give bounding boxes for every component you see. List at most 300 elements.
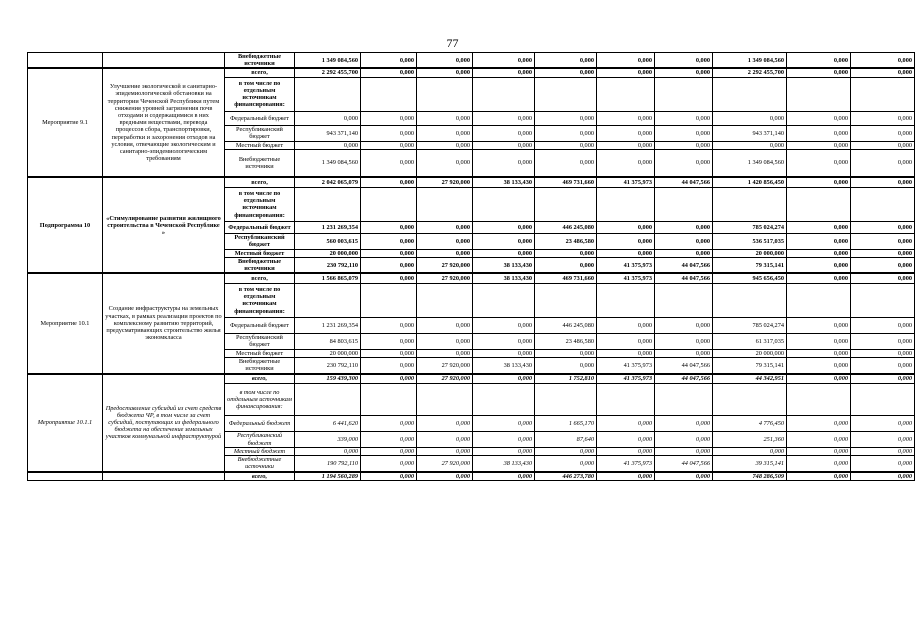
amount-cell <box>655 187 713 221</box>
amount-cell: 0,000 <box>655 111 713 125</box>
program-description: Предоставление субсидий из счет средств бюджета ЧР, в том числе за счет субсидий, поступающих из федерального бюджета на обеспечение земельных участков коммунальной инфраструктурой <box>103 374 225 472</box>
amount-cell: 0,000 <box>851 472 915 481</box>
amount-cell: 2 042 065,079 <box>295 177 361 187</box>
amount-cell: 0,000 <box>295 141 361 149</box>
amount-cell: 0,000 <box>851 149 915 177</box>
amount-cell: 469 731,660 <box>535 177 597 187</box>
amount-cell: 0,000 <box>473 111 535 125</box>
amount-cell: 0,000 <box>597 125 655 141</box>
amount-cell <box>535 384 597 416</box>
amount-cell <box>473 77 535 111</box>
table-row <box>28 68 915 77</box>
program-description: Создание инфраструктуры на земельных участках, в рамках реализации проектов по комплексному развитию территорий, предусматривающих строительство жилья экономкласса <box>103 273 225 373</box>
amount-cell: 0,000 <box>851 358 915 374</box>
amount-cell: 1 752,810 <box>535 374 597 384</box>
amount-cell: 446 245,080 <box>535 317 597 333</box>
amount-cell: 0,000 <box>787 333 851 349</box>
amount-cell: 0,000 <box>417 432 473 448</box>
funding-source: Федеральный бюджет <box>225 416 295 432</box>
amount-cell: 38 133,430 <box>473 177 535 187</box>
amount-cell: 0,000 <box>597 53 655 69</box>
funding-source: Федеральный бюджет <box>225 317 295 333</box>
amount-cell: 0,000 <box>473 233 535 249</box>
program-label: Мероприятие 10.1 <box>28 273 103 373</box>
amount-cell: 0,000 <box>787 177 851 187</box>
amount-cell: 0,000 <box>535 358 597 374</box>
amount-cell: 0,000 <box>851 374 915 384</box>
amount-cell: 943 371,140 <box>713 125 787 141</box>
amount-cell: 1 349 084,560 <box>713 53 787 69</box>
funding-source: Местный бюджет <box>225 249 295 257</box>
funding-source: в том числе по отдельным источникам финансирования: <box>225 77 295 111</box>
amount-cell: 0,000 <box>787 358 851 374</box>
amount-cell: 0,000 <box>787 456 851 472</box>
amount-cell: 0,000 <box>535 68 597 77</box>
amount-cell: 41 375,973 <box>597 273 655 283</box>
amount-cell: 0,000 <box>361 111 417 125</box>
amount-cell: 44 047,566 <box>655 374 713 384</box>
amount-cell: 0,000 <box>851 53 915 69</box>
amount-cell: 0,000 <box>535 349 597 357</box>
funding-source: Местный бюджет <box>225 448 295 456</box>
amount-cell: 0,000 <box>655 472 713 481</box>
amount-cell: 0,000 <box>473 472 535 481</box>
amount-cell: 0,000 <box>787 233 851 249</box>
table-row <box>28 472 915 481</box>
amount-cell: 1 349 084,560 <box>295 53 361 69</box>
amount-cell <box>417 283 473 317</box>
amount-cell: 0,000 <box>655 448 713 456</box>
amount-cell: 0,000 <box>361 374 417 384</box>
amount-cell <box>851 77 915 111</box>
amount-cell: 0,000 <box>597 111 655 125</box>
amount-cell: 0,000 <box>473 68 535 77</box>
amount-cell <box>713 384 787 416</box>
amount-cell: 0,000 <box>787 349 851 357</box>
amount-cell: 0,000 <box>597 472 655 481</box>
amount-cell: 0,000 <box>655 333 713 349</box>
amount-cell: 0,000 <box>851 448 915 456</box>
amount-cell: 44 047,566 <box>655 177 713 187</box>
amount-cell: 0,000 <box>787 249 851 257</box>
amount-cell: 0,000 <box>713 141 787 149</box>
amount-cell: 0,000 <box>361 432 417 448</box>
amount-cell: 44 047,566 <box>655 273 713 283</box>
amount-cell: 0,000 <box>851 125 915 141</box>
amount-cell: 0,000 <box>597 432 655 448</box>
amount-cell: 0,000 <box>417 111 473 125</box>
amount-cell: 0,000 <box>535 258 597 274</box>
amount-cell: 0,000 <box>597 448 655 456</box>
amount-cell: 0,000 <box>713 111 787 125</box>
funding-source: Федеральный бюджет <box>225 221 295 233</box>
amount-cell: 0,000 <box>787 258 851 274</box>
amount-cell: 230 792,110 <box>295 258 361 274</box>
amount-cell: 0,000 <box>361 125 417 141</box>
amount-cell: 0,000 <box>535 456 597 472</box>
amount-cell: 0,000 <box>851 68 915 77</box>
amount-cell: 0,000 <box>361 149 417 177</box>
amount-cell: 0,000 <box>655 53 713 69</box>
funding-source: Местный бюджет <box>225 141 295 149</box>
amount-cell <box>787 77 851 111</box>
amount-cell <box>713 77 787 111</box>
amount-cell: 536 517,035 <box>713 233 787 249</box>
amount-cell: 0,000 <box>535 53 597 69</box>
amount-cell: 0,000 <box>417 416 473 432</box>
amount-cell <box>361 77 417 111</box>
amount-cell <box>851 283 915 317</box>
amount-cell: 0,000 <box>655 416 713 432</box>
amount-cell: 0,000 <box>851 456 915 472</box>
amount-cell: 38 133,430 <box>473 358 535 374</box>
amount-cell: 0,000 <box>597 317 655 333</box>
amount-cell: 1 231 269,354 <box>295 317 361 333</box>
amount-cell: 1 349 084,560 <box>295 149 361 177</box>
amount-cell: 61 317,035 <box>713 333 787 349</box>
amount-cell: 0,000 <box>851 258 915 274</box>
amount-cell: 0,000 <box>417 472 473 481</box>
amount-cell: 0,000 <box>851 177 915 187</box>
amount-cell: 0,000 <box>361 416 417 432</box>
amount-cell: 41 375,973 <box>597 358 655 374</box>
amount-cell: 0,000 <box>295 111 361 125</box>
table-row <box>28 374 915 384</box>
amount-cell: 27 920,000 <box>417 456 473 472</box>
funding-source: Местный бюджет <box>225 349 295 357</box>
funding-source: всего, <box>225 68 295 77</box>
amount-cell <box>787 384 851 416</box>
amount-cell: 339,000 <box>295 432 361 448</box>
amount-cell: 1 566 865,079 <box>295 273 361 283</box>
program-label: Мероприятие 10.1.1 <box>28 374 103 472</box>
funding-source: Внебюджетные источники <box>225 149 295 177</box>
amount-cell: 0,000 <box>597 349 655 357</box>
amount-cell: 0,000 <box>787 111 851 125</box>
amount-cell: 0,000 <box>535 111 597 125</box>
funding-source: Внебюджетные источники <box>225 53 295 69</box>
amount-cell: 560 003,615 <box>295 233 361 249</box>
amount-cell <box>597 187 655 221</box>
amount-cell: 38 133,430 <box>473 456 535 472</box>
amount-cell: 6 441,620 <box>295 416 361 432</box>
amount-cell: 0,000 <box>417 233 473 249</box>
amount-cell: 446 245,080 <box>535 221 597 233</box>
amount-cell: 20 000,000 <box>713 349 787 357</box>
table-row <box>28 273 915 283</box>
amount-cell <box>713 187 787 221</box>
amount-cell: 41 375,973 <box>597 374 655 384</box>
amount-cell: 0,000 <box>295 448 361 456</box>
amount-cell: 0,000 <box>361 53 417 69</box>
amount-cell: 0,000 <box>851 333 915 349</box>
amount-cell: 0,000 <box>787 472 851 481</box>
amount-cell: 0,000 <box>361 358 417 374</box>
amount-cell: 0,000 <box>473 448 535 456</box>
amount-cell: 27 920,000 <box>417 273 473 283</box>
funding-source: в том числе по отдельным источникам финансирования: <box>225 187 295 221</box>
table-row <box>28 53 915 69</box>
amount-cell: 0,000 <box>361 448 417 456</box>
amount-cell <box>417 77 473 111</box>
amount-cell: 0,000 <box>417 249 473 257</box>
amount-cell: 0,000 <box>361 258 417 274</box>
amount-cell: 38 133,430 <box>473 273 535 283</box>
amount-cell: 469 731,660 <box>535 273 597 283</box>
amount-cell <box>473 187 535 221</box>
amount-cell: 0,000 <box>597 68 655 77</box>
amount-cell: 0,000 <box>361 68 417 77</box>
amount-cell: 0,000 <box>473 416 535 432</box>
funding-source: в том числе по отдельным источникам финансирования: <box>225 384 295 416</box>
amount-cell <box>417 187 473 221</box>
amount-cell: 0,000 <box>851 416 915 432</box>
amount-cell: 0,000 <box>787 273 851 283</box>
amount-cell: 20 000,000 <box>295 349 361 357</box>
amount-cell: 0,000 <box>655 317 713 333</box>
funding-source: всего, <box>225 177 295 187</box>
amount-cell: 0,000 <box>361 273 417 283</box>
amount-cell: 0,000 <box>851 111 915 125</box>
amount-cell: 0,000 <box>787 221 851 233</box>
amount-cell: 0,000 <box>851 432 915 448</box>
amount-cell: 945 656,450 <box>713 273 787 283</box>
amount-cell: 0,000 <box>535 125 597 141</box>
amount-cell <box>787 283 851 317</box>
amount-cell: 0,000 <box>851 273 915 283</box>
amount-cell: 38 133,430 <box>473 258 535 274</box>
funding-source: Республиканский бюджет <box>225 432 295 448</box>
amount-cell: 41 375,973 <box>597 177 655 187</box>
amount-cell: 0,000 <box>361 349 417 357</box>
amount-cell: 0,000 <box>473 432 535 448</box>
amount-cell: 2 292 455,700 <box>295 68 361 77</box>
amount-cell <box>535 187 597 221</box>
amount-cell: 0,000 <box>535 249 597 257</box>
amount-cell: 4 776,450 <box>713 416 787 432</box>
amount-cell: 79 315,141 <box>713 258 787 274</box>
funding-source: в том числе по отдельным источникам финансирования: <box>225 283 295 317</box>
amount-cell <box>473 384 535 416</box>
amount-cell <box>713 283 787 317</box>
amount-cell: 27 920,000 <box>417 374 473 384</box>
amount-cell: 0,000 <box>787 149 851 177</box>
amount-cell: 0,000 <box>417 317 473 333</box>
amount-cell: 0,000 <box>535 149 597 177</box>
amount-cell: 0,000 <box>655 233 713 249</box>
amount-cell <box>851 187 915 221</box>
amount-cell: 0,000 <box>417 68 473 77</box>
amount-cell <box>417 384 473 416</box>
amount-cell <box>361 283 417 317</box>
page-number: 77 <box>446 36 459 50</box>
program-description: «Стимулирование развития жилищного строительства в Чеченской Республике » <box>103 177 225 273</box>
amount-cell: 44 047,566 <box>655 456 713 472</box>
amount-cell: 748 286,509 <box>713 472 787 481</box>
amount-cell: 20 000,000 <box>295 249 361 257</box>
funding-source: всего, <box>225 472 295 481</box>
amount-cell: 0,000 <box>361 333 417 349</box>
amount-cell: 0,000 <box>787 432 851 448</box>
funding-source: всего, <box>225 374 295 384</box>
amount-cell: 230 792,110 <box>295 358 361 374</box>
amount-cell: 0,000 <box>597 221 655 233</box>
amount-cell: 0,000 <box>473 141 535 149</box>
amount-cell: 0,000 <box>787 416 851 432</box>
funding-source: Федеральный бюджет <box>225 111 295 125</box>
amount-cell <box>597 283 655 317</box>
amount-cell <box>655 77 713 111</box>
program-label: Мероприятие 9.1 <box>28 68 103 177</box>
amount-cell: 1 420 856,450 <box>713 177 787 187</box>
amount-cell: 0,000 <box>361 221 417 233</box>
amount-cell: 0,000 <box>851 233 915 249</box>
amount-cell <box>851 384 915 416</box>
amount-cell: 0,000 <box>787 317 851 333</box>
budget-table <box>27 52 915 481</box>
amount-cell: 2 292 455,700 <box>713 68 787 77</box>
amount-cell: 0,000 <box>655 68 713 77</box>
amount-cell: 0,000 <box>787 141 851 149</box>
amount-cell: 0,000 <box>851 249 915 257</box>
amount-cell <box>361 187 417 221</box>
amount-cell <box>535 283 597 317</box>
amount-cell: 0,000 <box>787 68 851 77</box>
amount-cell <box>597 384 655 416</box>
funding-source: Внебюджетные источники <box>225 258 295 274</box>
amount-cell: 79 315,141 <box>713 358 787 374</box>
amount-cell: 1 194 560,289 <box>295 472 361 481</box>
amount-cell: 0,000 <box>473 333 535 349</box>
amount-cell <box>361 384 417 416</box>
amount-cell: 0,000 <box>851 317 915 333</box>
amount-cell: 0,000 <box>655 149 713 177</box>
amount-cell: 44 047,566 <box>655 258 713 274</box>
amount-cell: 190 792,110 <box>295 456 361 472</box>
program-description <box>103 53 225 69</box>
amount-cell: 0,000 <box>851 221 915 233</box>
amount-cell: 785 024,274 <box>713 317 787 333</box>
amount-cell: 0,000 <box>787 374 851 384</box>
amount-cell: 0,000 <box>417 221 473 233</box>
amount-cell <box>295 283 361 317</box>
funding-source: Внебюджетные источники <box>225 358 295 374</box>
amount-cell: 0,000 <box>535 448 597 456</box>
amount-cell: 27 920,000 <box>417 358 473 374</box>
amount-cell: 0,000 <box>787 448 851 456</box>
amount-cell: 84 803,615 <box>295 333 361 349</box>
amount-cell: 41 375,973 <box>597 258 655 274</box>
amount-cell: 0,000 <box>473 317 535 333</box>
amount-cell <box>597 77 655 111</box>
amount-cell <box>535 77 597 111</box>
amount-cell: 0,000 <box>787 53 851 69</box>
amount-cell: 0,000 <box>597 149 655 177</box>
amount-cell: 0,000 <box>851 141 915 149</box>
amount-cell: 0,000 <box>473 374 535 384</box>
amount-cell: 44 047,566 <box>655 358 713 374</box>
funding-source: Республиканский бюджет <box>225 333 295 349</box>
amount-cell: 0,000 <box>655 141 713 149</box>
amount-cell: 0,000 <box>655 125 713 141</box>
amount-cell: 785 024,274 <box>713 221 787 233</box>
amount-cell: 0,000 <box>597 416 655 432</box>
amount-cell: 27 920,000 <box>417 258 473 274</box>
amount-cell: 0,000 <box>473 53 535 69</box>
table-row <box>28 177 915 187</box>
amount-cell <box>295 77 361 111</box>
amount-cell: 0,000 <box>597 249 655 257</box>
amount-cell: 0,000 <box>655 221 713 233</box>
amount-cell: 23 486,580 <box>535 233 597 249</box>
amount-cell: 0,000 <box>535 141 597 149</box>
amount-cell: 0,000 <box>417 53 473 69</box>
amount-cell <box>655 384 713 416</box>
amount-cell: 0,000 <box>361 233 417 249</box>
amount-cell: 0,000 <box>655 349 713 357</box>
amount-cell: 0,000 <box>417 125 473 141</box>
amount-cell: 0,000 <box>473 349 535 357</box>
amount-cell: 0,000 <box>597 233 655 249</box>
amount-cell: 27 920,000 <box>417 177 473 187</box>
amount-cell: 0,000 <box>361 317 417 333</box>
amount-cell: 23 486,580 <box>535 333 597 349</box>
amount-cell: 0,000 <box>473 249 535 257</box>
amount-cell: 20 000,000 <box>713 249 787 257</box>
amount-cell: 0,000 <box>473 149 535 177</box>
amount-cell: 0,000 <box>713 448 787 456</box>
amount-cell: 0,000 <box>417 349 473 357</box>
amount-cell: 446 273,780 <box>535 472 597 481</box>
amount-cell: 1 231 269,354 <box>295 221 361 233</box>
amount-cell: 0,000 <box>417 141 473 149</box>
amount-cell <box>473 283 535 317</box>
program-description: Улучшение экологической и санитарно-эпидемиологической обстановки на территории Чеченской Республики путем снижения уровней загрязнения почв отходами и содержащимися в них вредными веществами, перевода процессов сбора, транспортировки, переработки и захоронения отходов на условия, отвечающие экологическим и санитарно-эпидемиологическим требованиям <box>103 68 225 177</box>
program-label: Подпрограмма 10 <box>28 177 103 273</box>
amount-cell: 159 439,300 <box>295 374 361 384</box>
amount-cell: 0,000 <box>361 249 417 257</box>
amount-cell: 0,000 <box>597 141 655 149</box>
amount-cell: 39 315,141 <box>713 456 787 472</box>
amount-cell: 0,000 <box>417 149 473 177</box>
amount-cell: 251,360 <box>713 432 787 448</box>
amount-cell: 0,000 <box>851 349 915 357</box>
amount-cell <box>787 187 851 221</box>
amount-cell: 943 371,140 <box>295 125 361 141</box>
amount-cell: 0,000 <box>655 432 713 448</box>
amount-cell: 1 349 084,560 <box>713 149 787 177</box>
amount-cell: 87,640 <box>535 432 597 448</box>
amount-cell: 0,000 <box>361 472 417 481</box>
amount-cell <box>295 384 361 416</box>
amount-cell: 0,000 <box>417 333 473 349</box>
amount-cell: 1 665,170 <box>535 416 597 432</box>
funding-source: всего, <box>225 273 295 283</box>
amount-cell: 44 342,951 <box>713 374 787 384</box>
amount-cell: 0,000 <box>473 125 535 141</box>
amount-cell: 0,000 <box>597 333 655 349</box>
amount-cell <box>295 187 361 221</box>
amount-cell: 0,000 <box>361 456 417 472</box>
amount-cell: 0,000 <box>787 125 851 141</box>
funding-source: Республиканский бюджет <box>225 233 295 249</box>
amount-cell: 0,000 <box>417 448 473 456</box>
amount-cell: 0,000 <box>473 221 535 233</box>
amount-cell: 0,000 <box>655 249 713 257</box>
program-description <box>103 472 225 481</box>
amount-cell <box>655 283 713 317</box>
funding-source: Республиканский бюджет <box>225 125 295 141</box>
